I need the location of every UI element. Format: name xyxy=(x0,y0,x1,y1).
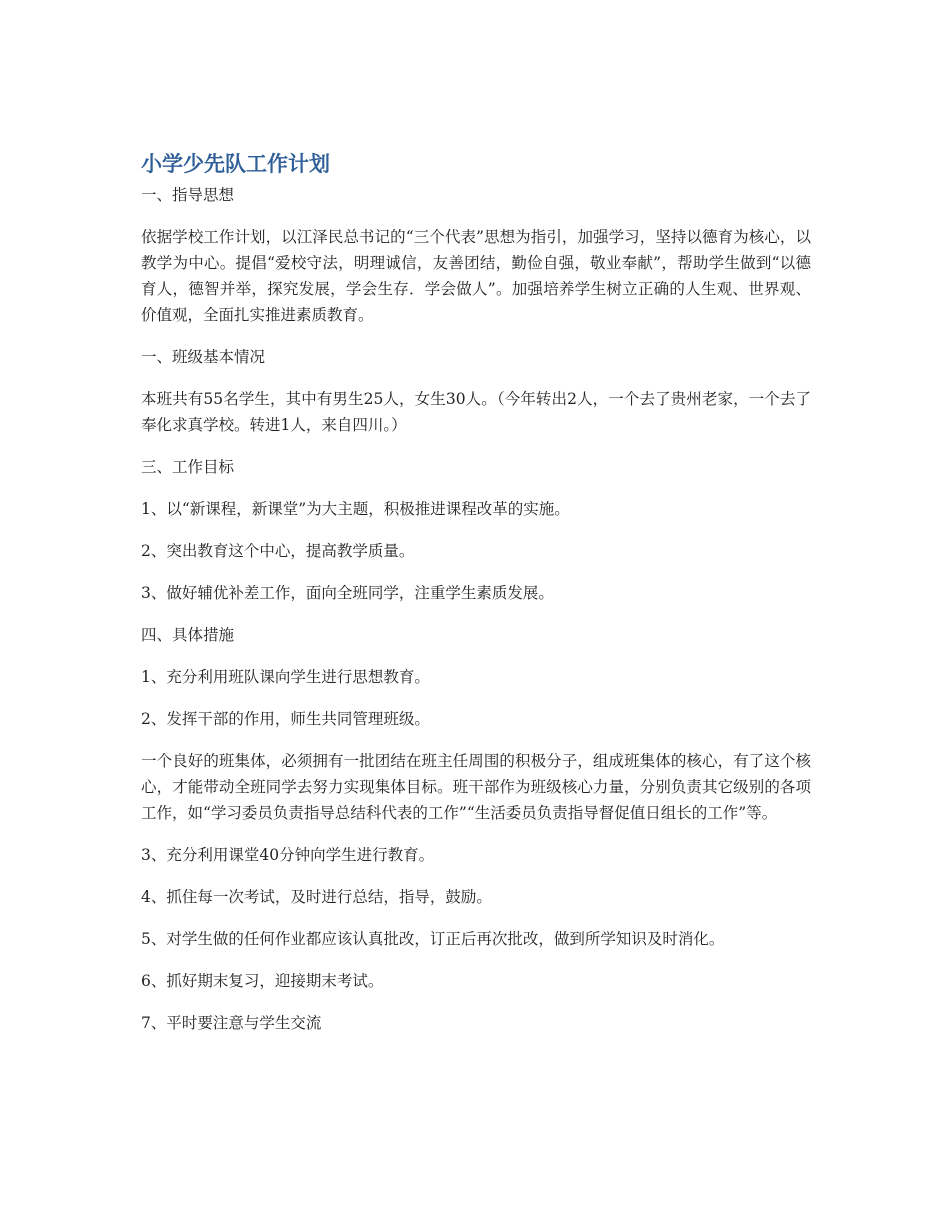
list-item-measure-1: 1、充分利用班队课向学生进行思想教育。 xyxy=(141,668,430,686)
paragraph-class-cadres: 一个良好的班集体，必须拥有一批团结在班主任周围的积极分子，组成班集体的核心，有了这个核心，才能带动全班同学去努力实现集体目标。班干部作为班级核心力量，分别负责其它级别的各项工作，如“学习委员负责指导总结科代表的工作”“生活委员负责指导督促值日组长的工作”等。 xyxy=(141,752,811,822)
list-item-measure-6: 6、抓好期末复习，迎接期末考试。 xyxy=(141,972,384,990)
section-heading-class-info: 一、班级基本情况 xyxy=(141,348,266,366)
section-heading-guiding-ideology: 一、指导思想 xyxy=(141,186,235,204)
list-item-measure-7: 7、平时要注意与学生交流 xyxy=(141,1014,322,1032)
list-item-goal-2: 2、突出教育这个中心，提高教学质量。 xyxy=(141,542,415,560)
paragraph-class-info: 本班共有55名学生，其中有男生25人，女生30人。（今年转出2人，一个去了贵州老家，一个去了奉化求真学校。转进1人，来自四川。） xyxy=(141,390,811,434)
list-item-measure-4: 4、抓住每一次考试，及时进行总结，指导，鼓励。 xyxy=(141,888,492,906)
list-item-measure-2: 2、发挥干部的作用，师生共同管理班级。 xyxy=(141,710,430,728)
document-body xyxy=(141,148,811,1052)
list-item-goal-3: 3、做好辅优补差工作，面向全班同学，注重学生素质发展。 xyxy=(141,584,554,602)
section-heading-measures: 四、具体措施 xyxy=(141,626,235,644)
list-item-measure-5: 5、对学生做的任何作业都应该认真批改，订正后再次批改，做到所学知识及时消化。 xyxy=(141,930,725,948)
list-item-goal-1: 1、以“新课程，新课堂”为大主题，积极推进课程改革的实施。 xyxy=(141,500,570,518)
list-item-measure-3: 3、充分利用课堂40分钟向学生进行教育。 xyxy=(141,846,435,864)
document-title: 小学少先队工作计划 xyxy=(141,152,330,176)
paragraph-guiding-ideology: 依据学校工作计划，以江泽民总书记的“三个代表”思想为指引，加强学习，坚持以德育为核心，以教学为中心。提倡“爱校守法，明理诚信，友善团结，勤俭自强，敬业奉献”，帮助学生做到“以德育人，德智并举，探究发展，学会生存．学会做人”。加强培养学生树立正确的人生观、世界观、价值观，全面扎实推进素质教育。 xyxy=(141,228,811,324)
section-heading-work-goals: 三、工作目标 xyxy=(141,458,235,476)
